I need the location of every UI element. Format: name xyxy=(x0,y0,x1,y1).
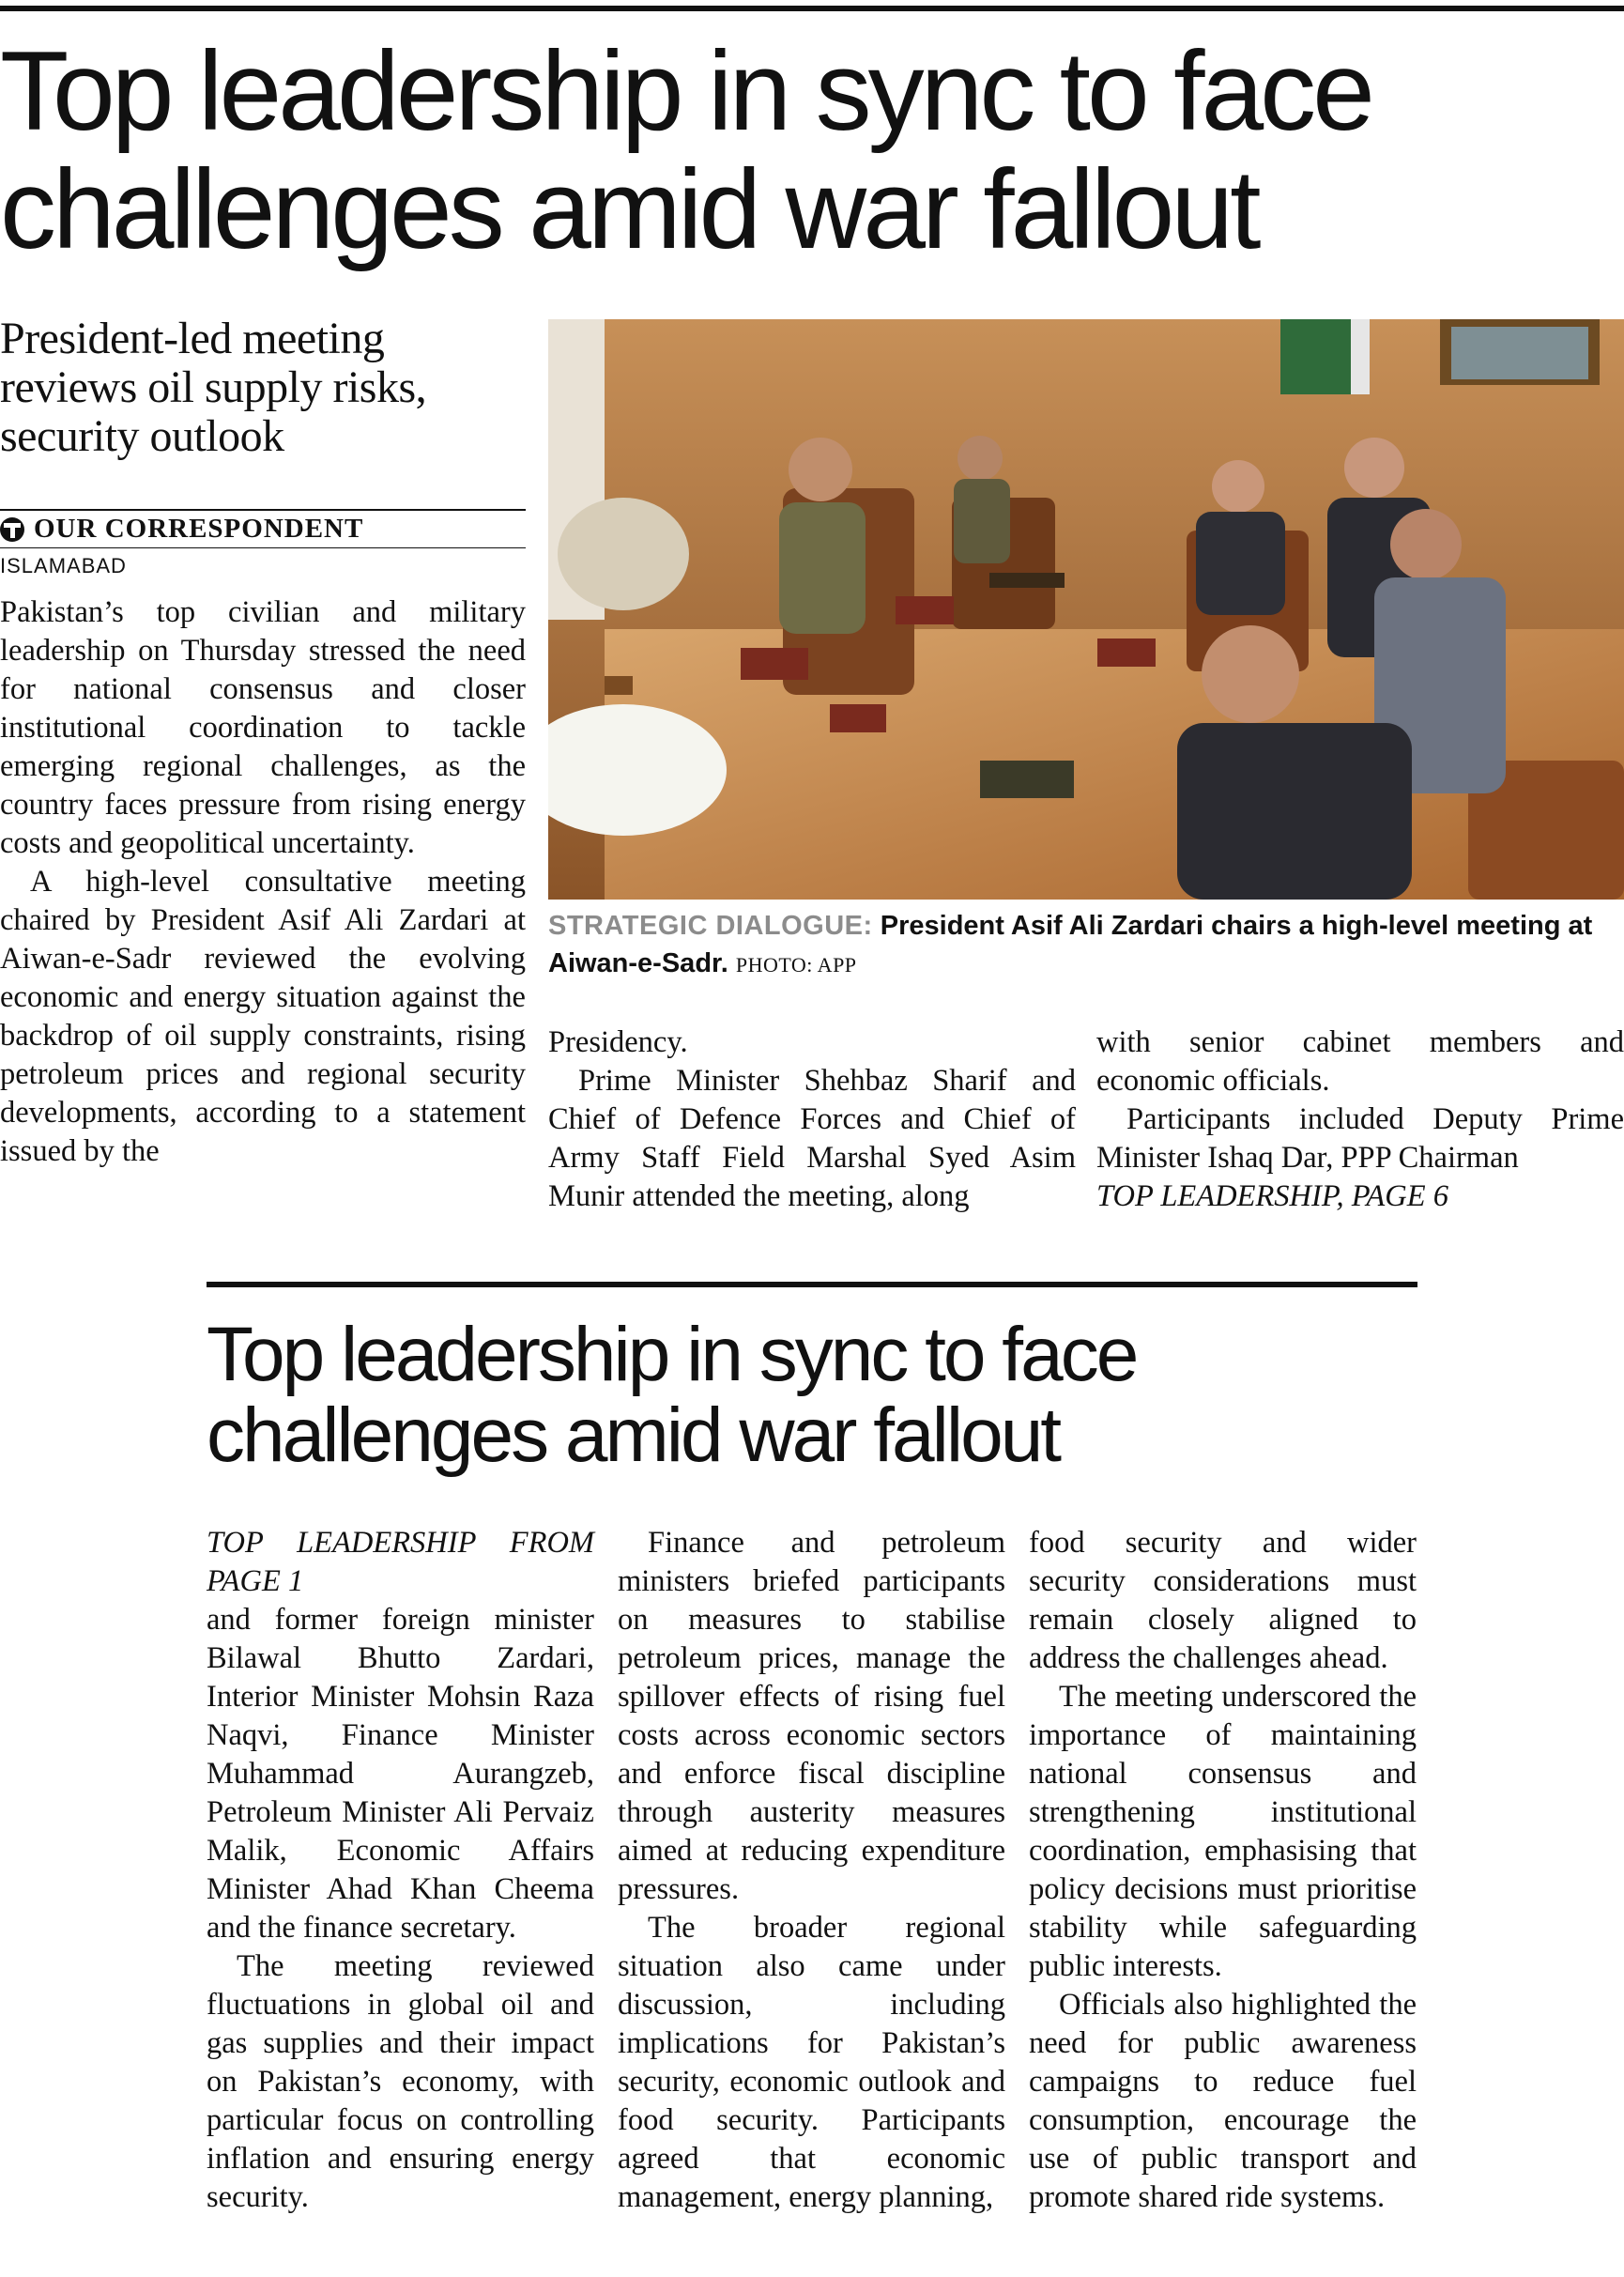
section-rule xyxy=(207,1282,1417,1287)
paragraph: Finance and petroleum ministers briefed participants on measures to stabilise petroleum prices, manage the spillover effects of rising fuel costs across economic sectors and enforce fiscal discipline through austerity measures aimed at reducing expenditure pressures. xyxy=(618,1526,1005,1906)
front-column-3 xyxy=(1096,1023,1624,1216)
jump-headline: Top leadership in sync to face challenges amid war fallout xyxy=(207,1312,1137,1478)
top-rule xyxy=(0,6,1624,11)
byline-author: OUR CORRESPONDENT xyxy=(34,514,364,544)
paragraph: food security and wider security considerations must remain closely aligned to address the challenges ahead. xyxy=(1029,1526,1417,1675)
paragraph: The meeting underscored the importance of maintaining national consensus and strengthening institutional coordination, emphasising that policy decisions must prioritise stability while safeguarding public interests. xyxy=(1029,1680,1417,1983)
byline xyxy=(0,509,526,548)
jump-reference: TOP LEADERSHIP FROM PAGE 1 xyxy=(207,1526,594,1598)
sub-headline: President-led meeting reviews oil supply risks, security outlook xyxy=(0,314,427,461)
paragraph: Prime Minister Shehbaz Sharif and Chief of Defence Forces and Chief of Army Staff Field Marshal Syed Asim Munir attended the meeting, along xyxy=(548,1064,1076,1213)
paragraph: The meeting reviewed fluctuations in global oil and gas supplies and their impact on Pakistan’s economy, with particular focus on controlling inflation and ensuring energy security. xyxy=(207,1949,594,2214)
front-headline: Top leadership in sync to face challenges amid war fallout xyxy=(0,28,1371,272)
dateline: ISLAMABAD xyxy=(0,554,127,577)
jump-column-3 xyxy=(1029,1524,1417,2217)
paragraph: The broader regional situation also came under discussion, including implications for Pakistan’s security, economic outlook and food security. Participants agreed that economic management, energy planning, xyxy=(618,1911,1005,2214)
front-column-2 xyxy=(548,1023,1076,1216)
paragraph: Presidency. xyxy=(548,1025,688,1059)
paragraph: and former foreign minister Bilawal Bhutto Zardari, Interior Minister Mohsin Raza Naqvi, Finance Minister Muhammad Aurangzeb, Petroleum Minister Ali Pervaiz Malik, Economic Affairs Minister Ahad Khan Cheema and the finance secretary. xyxy=(207,1603,594,1945)
paragraph: with senior cabinet members and economic officials. xyxy=(1096,1025,1624,1098)
paragraph: Participants included Deputy Prime Minister Ishaq Dar, PPP Chairman xyxy=(1096,1102,1624,1175)
jump-column-2 xyxy=(618,1524,1005,2217)
jump-column-1 xyxy=(207,1524,594,2217)
photo-credit: PHOTO: APP xyxy=(735,953,857,977)
meeting-photo-illustration xyxy=(548,319,1624,900)
caption-label: STRATEGIC DIALOGUE: xyxy=(548,911,873,941)
paragraph: Officials also highlighted the need for public awareness campaigns to reduce fuel consumption, encourage the use of public transport and promote shared ride systems. xyxy=(1029,1988,1417,2214)
front-column-1 xyxy=(0,593,526,1171)
news-photo xyxy=(548,319,1624,900)
newspaper-logo-icon xyxy=(0,517,24,542)
paragraph: Pakistan’s top civilian and military leadership on Thursday stressed the need for national consensus and closer institutional coordination to tackle emerging regional challenges, as the country faces pressure from rising energy costs and geopolitical uncertainty. xyxy=(0,595,526,860)
photo-caption xyxy=(548,907,1624,984)
jump-line: TOP LEADERSHIP, PAGE 6 xyxy=(1096,1179,1448,1213)
paragraph: A high-level consultative meeting chaired by President Asif Ali Zardari at Aiwan-e-Sadr reviewed the evolving economic and energy situation against the backdrop of oil supply constraints, rising petroleum prices and regional security developments, according to a statement issued by the xyxy=(0,865,526,1168)
caption-text: President Asif Ali Zardari chairs a high-level meeting at Aiwan-e-Sadr. xyxy=(548,911,1593,978)
